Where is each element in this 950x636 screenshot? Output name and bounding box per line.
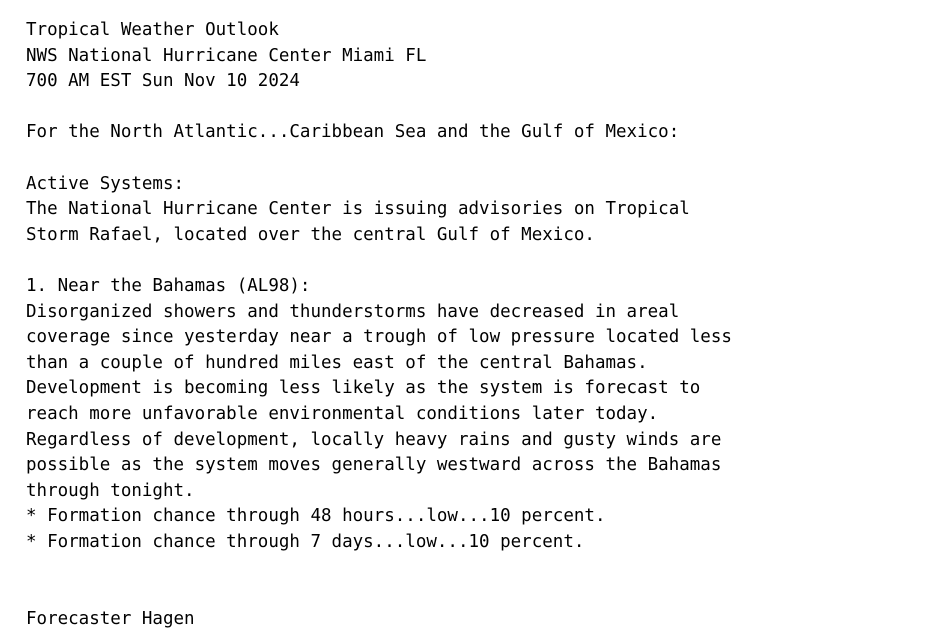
bulletin-line-12: Disorganized showers and thunderstorms have decreased in areal	[26, 301, 680, 322]
bulletin-line-2: NWS National Hurricane Center Miami FL	[26, 45, 427, 66]
bulletin-line-10	[26, 248, 950, 274]
bulletin-line-22	[26, 555, 950, 581]
bulletin-line-20: * Formation chance through 48 hours...low...10 percent.	[26, 506, 606, 527]
bulletin-line-14: than a couple of hundred miles east of the central Bahamas.	[26, 352, 648, 373]
bulletin-line-23	[26, 581, 950, 607]
bulletin-line-6	[26, 146, 950, 172]
bulletin-line-15: Development is becoming less likely as the system is forecast to	[26, 378, 701, 399]
bulletin-line-13: coverage since yesterday near a trough of low pressure located less	[26, 327, 732, 348]
bulletin-line-8: The National Hurricane Center is issuing advisories on Tropical	[26, 199, 690, 220]
bulletin-line-18: possible as the system moves generally westward across the Bahamas	[26, 455, 722, 476]
bulletin-line-19: through tonight.	[26, 480, 195, 501]
bulletin-line-16: reach more unfavorable environmental conditions later today.	[26, 403, 659, 424]
bulletin-line-3: 700 AM EST Sun Nov 10 2024	[26, 71, 300, 92]
bulletin-line-9: Storm Rafael, located over the central Gulf of Mexico.	[26, 224, 595, 245]
bulletin-line-7: Active Systems:	[26, 173, 185, 194]
bulletin-line-1: Tropical Weather Outlook	[26, 20, 279, 40]
bulletin-line-17: Regardless of development, locally heavy rains and gusty winds are	[26, 429, 722, 450]
bulletin-line-21: * Formation chance through 7 days...low...10 percent.	[26, 531, 585, 552]
bulletin-line-11: 1. Near the Bahamas (AL98):	[26, 275, 311, 296]
bulletin-line-5: For the North Atlantic...Caribbean Sea and the Gulf of Mexico:	[26, 122, 680, 143]
bulletin-line-24: Forecaster Hagen	[26, 608, 195, 629]
bulletin-line-4	[26, 95, 950, 121]
